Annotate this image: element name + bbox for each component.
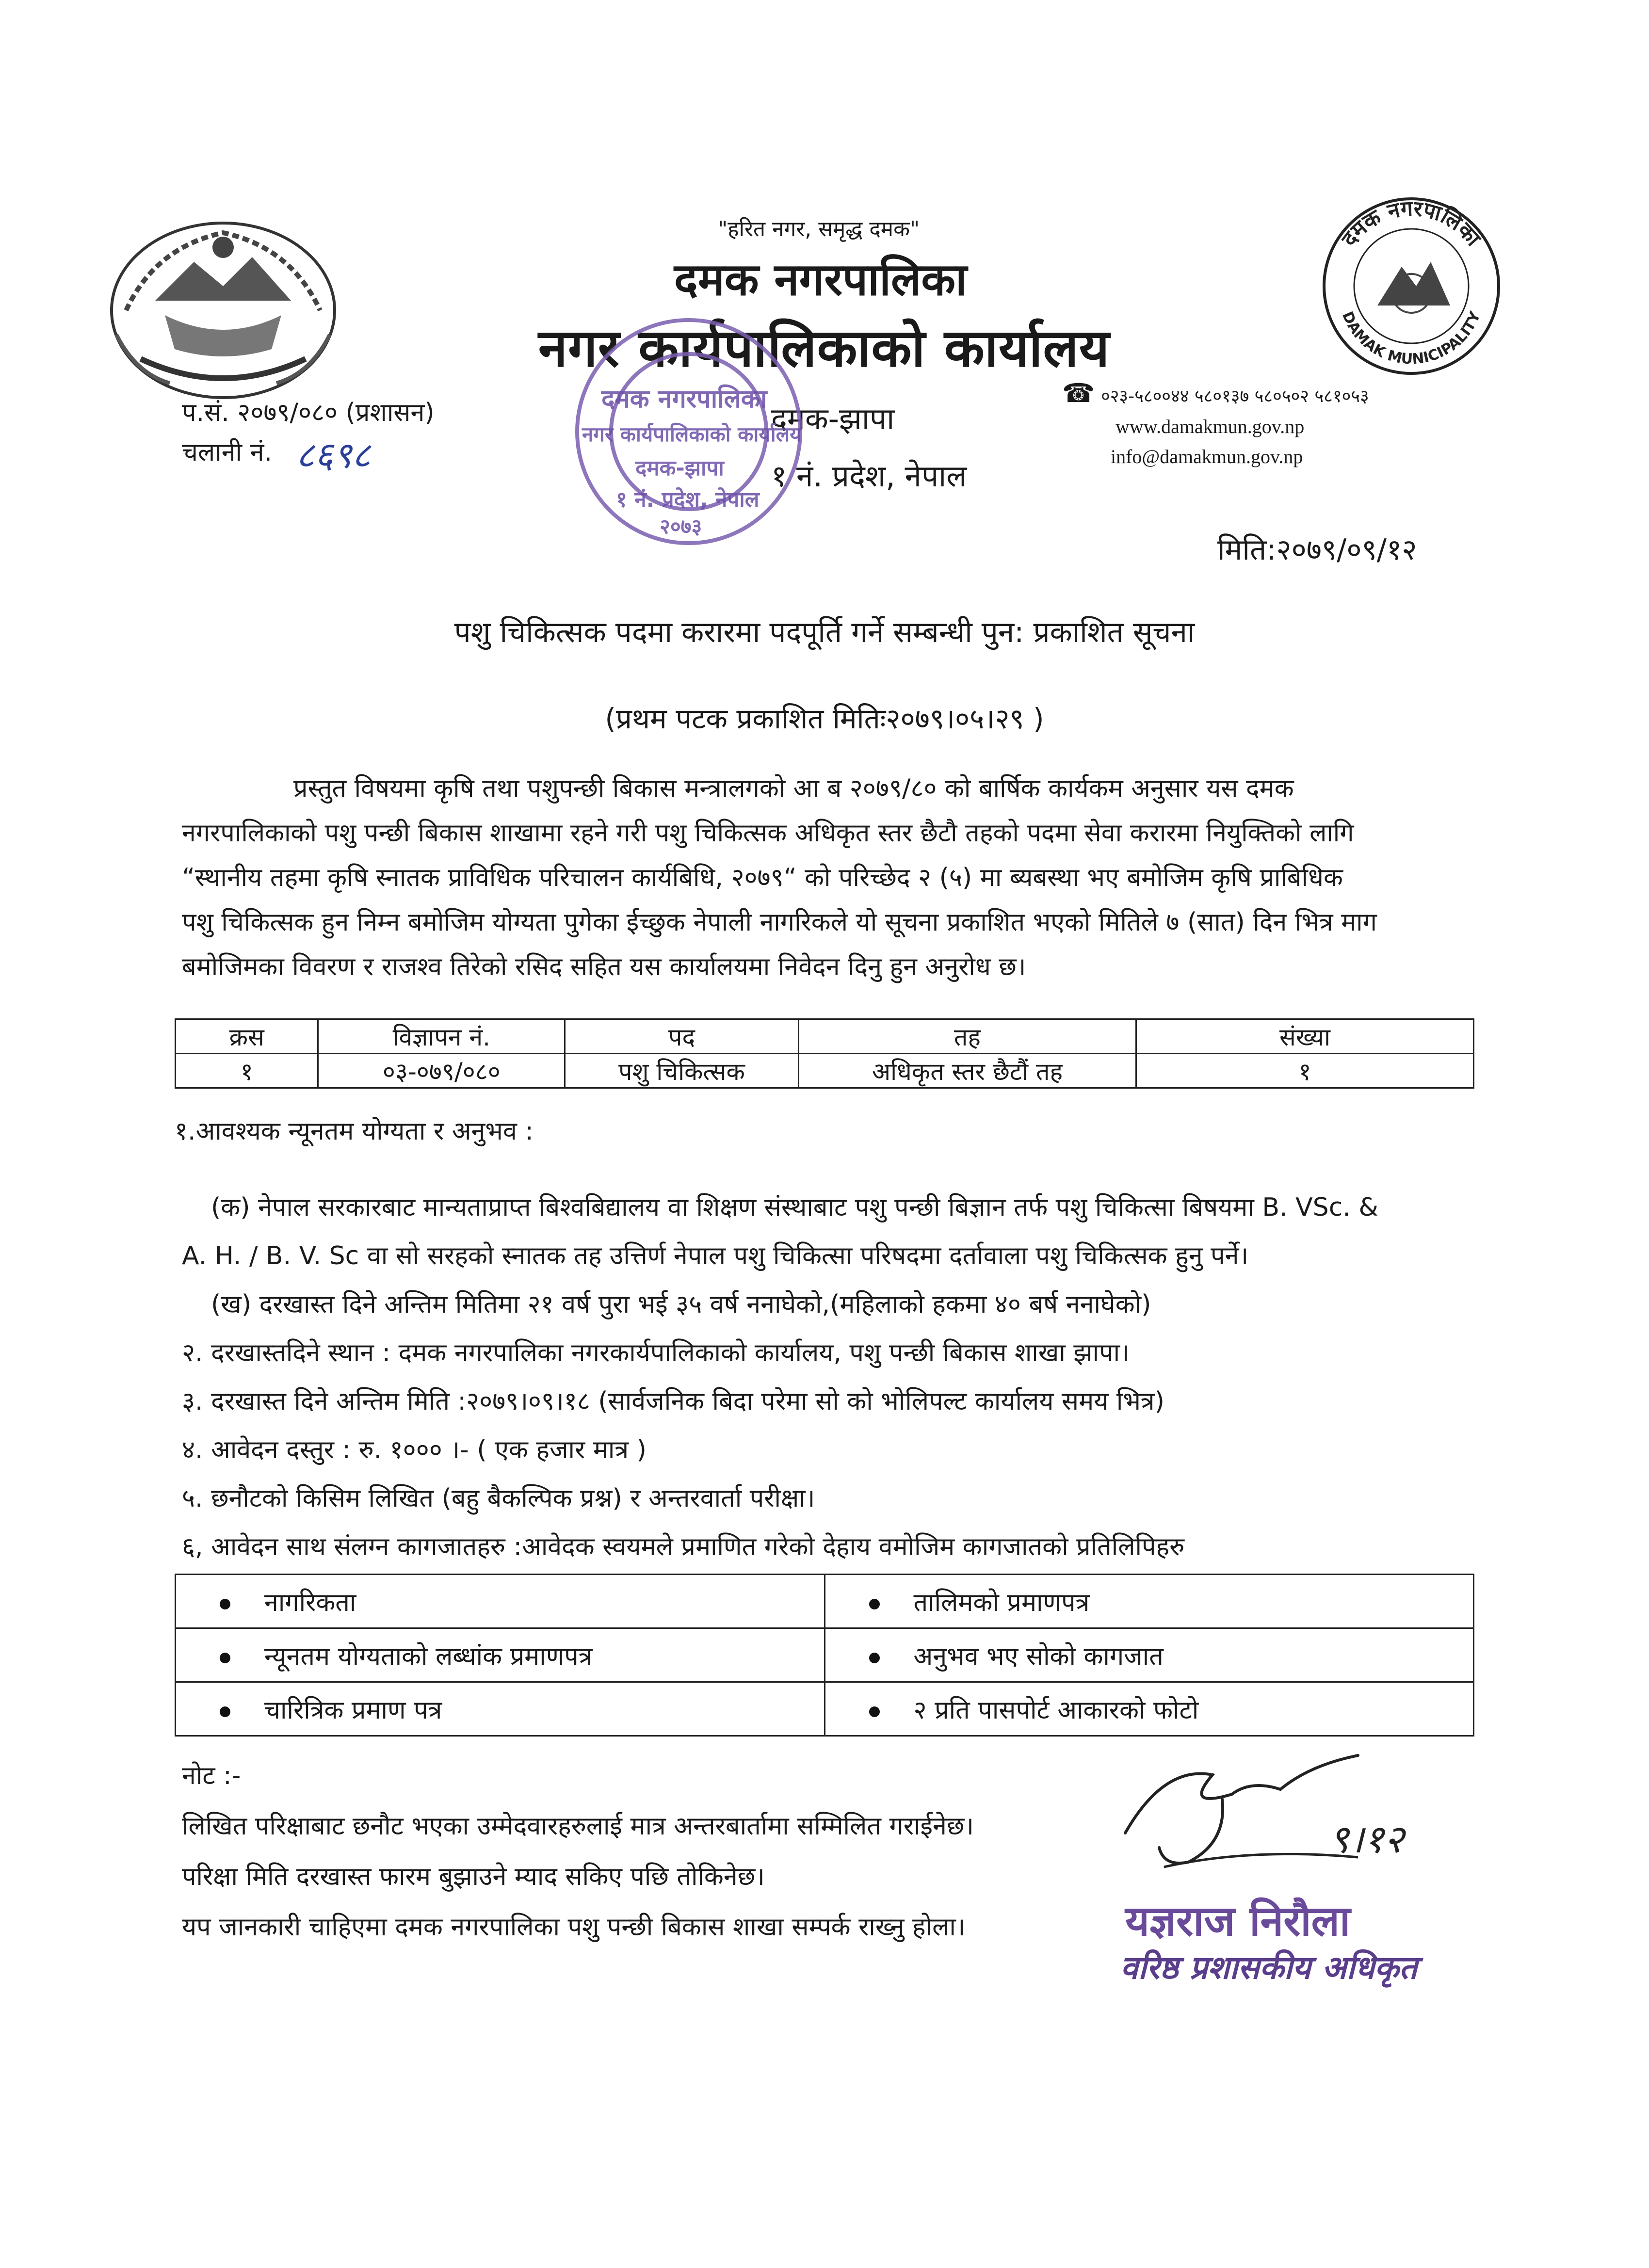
dispatch-label: चलानी नं. [182,438,272,467]
email: info@damakmun.gov.np [1111,446,1303,467]
body-line: नगरपालिकाको पशु पन्छी बिकास शाखामा रहने गरी पशु चिकित्सक अधिकृत स्तर छैटौ तहको पदमा सेवा करारमा नियुक्तिको लागि [182,819,1354,848]
document-item: नागरिकता [176,1575,825,1628]
seal-bottom-text: DAMAK MUNICIPALITY [1339,309,1484,368]
stamp-line-3: दमक-झापा [635,456,724,481]
requirement-item-6: ६, आवेदन साथ संलग्न कागजातहरु :आवेदक स्वयमले प्रमाणित गरेको देहाय वमोजिम कागजातको प्रतिलिपिहरु [182,1532,1185,1561]
post-table-header [176,1019,1474,1054]
requirement-item-5: ५. छनौटको किसिम लिखित (बहु बैकल्पिक प्रश्न) र अन्तरवार्ता परीक्षा। [182,1484,815,1513]
stamp-line-1: दमक नगरपालिका [601,385,767,414]
table-row [176,1628,1474,1682]
nepal-emblem [97,189,349,412]
bullet-icon [220,1706,230,1717]
body-line: प्रस्तुत विषयमा कृषि तथा पशुपन्छी बिकास मन्त्रालगको आ ब २०७९/८० को बार्षिक कार्यकम अनुसार यस दमक [293,774,1294,803]
requirement-item-4: ४. आवेदन दस्तुर : रु. १००० ।- ( एक हजार मात्र ) [182,1435,647,1464]
requirement-item-3: ३. दरखास्त दिने अन्तिम मिति :२०७९।०९।१८ (सार्वजनिक बिदा परेमा सो को भोलिपल्ट कार्यालय समय भित्र) [182,1387,1164,1416]
header-cell: क्रस [176,1019,318,1054]
requirements-heading: १.आवश्यक न्यूनतम योग्यता र अनुभव : [175,1117,534,1146]
municipality-name: दमक नगरपालिका [674,254,967,306]
dispatch-number: ८६९८ [296,434,371,476]
address-line-1: दमक-झापा [771,401,895,436]
body-line: “स्थानीय तहमा कृषि स्नातक प्राविधिक परिचालन कार्यबिधि, २०७९“ को परिच्छेद २ (५) मा ब्यबस्था भए बमोजिम कृषि प्राबिधिक [182,863,1343,892]
municipality-seal [1319,194,1504,378]
body-line: बमोजिमका विवरण र राजश्व तिरेको रसिद सहित यस कार्यालयमा निवेदन दिनु हुन अनुरोध छ। [182,952,1026,981]
table-row [176,1682,1474,1736]
address-line-2: १ नं. प्रदेश, नेपाल [771,458,967,494]
signer-designation: वरिष्ठ प्रशासकीय अधिकृत [1120,1949,1418,1986]
header-cell: तह [798,1019,1136,1054]
body-line: पशु चिकित्सक हुन निम्न बमोजिम योग्यता पुगेका ईच्छुक नेपाली नागरिकले यो सूचना प्रकाशित भएको मितिले ७ (सात) दिन भित्र माग [182,908,1377,937]
office-stamp [548,310,829,582]
notice-date: मिति:२०७९/०९/१२ [1217,533,1417,567]
requirement-ka-line-2: A. H. / B. V. Sc वा सो सरहको स्नातक तह उत्तिर्ण नेपाल पशु चिकित्सा परिषदमा दर्तावाला पशु चिकित्सक हुनु पर्ने। [182,1241,1249,1271]
first-published-date: (प्रथम पटक प्रकाशित मितिः२०७९।०५।२९ ) [605,702,1044,735]
stamp-line-2: नगर कार्यपालिकाको कार्यालय [582,422,802,446]
svg-text:दमक नगरपालिका [1337,196,1486,251]
table-cell: पशु चिकित्सक [565,1054,799,1088]
bullet-icon [869,1706,880,1717]
documents-table [175,1574,1474,1737]
phone-numbers: ०२३-५८००४४ ५८०१३७ ५८०५०२ ५८१०५३ [1100,386,1369,406]
signature-date: ९।१२ [1329,1817,1405,1862]
post-table [175,1018,1474,1089]
bullet-icon [869,1653,880,1663]
bullet-icon [220,1653,230,1663]
bullet-icon [220,1599,230,1609]
header-cell: संख्या [1136,1019,1473,1054]
notice-body [182,766,1467,989]
seal-top-text: दमक नगरपालिका [1337,196,1486,251]
table-row [176,1054,1474,1088]
document-item: तालिमको प्रमाणपत्र [824,1575,1474,1628]
note-line: परिक्षा मिति दरखास्त फारम बुझाउने म्याद सकिए पछि तोकिनेछ। [182,1862,765,1891]
bullet-icon [869,1599,880,1609]
office-name: नगर कार्यपालिकाको कार्यालय [538,318,1110,379]
signature [1106,1736,1474,1901]
slogan: "हरित नगर, समृद्ध दमक" [718,217,920,241]
website: www.damakmun.gov.np [1116,416,1305,437]
note-line: यप जानकारी चाहिएमा दमक नगरपालिका पशु पन्छी बिकास शाखा सम्पर्क राख्नु होला। [182,1913,966,1942]
requirement-kha: (ख) दरखास्त दिने अन्तिम मितिमा २१ वर्ष पुरा भई ३५ वर्ष ननाघेको,(महिलाको हकमा ४० बर्ष ननाघेको) [211,1290,1151,1319]
document-item: न्यूनतम योग्यताको लब्धांक प्रमाणपत्र [176,1628,825,1682]
document-item: अनुभव भए सोको कागजात [824,1628,1474,1682]
header-cell: विज्ञापन नं. [318,1019,565,1054]
note-block [182,1751,974,1952]
requirement-ka-line-1: (क) नेपाल सरकारबाट मान्यताप्राप्त बिश्वबिद्यालय वा शिक्षण संस्थाबाट पशु पन्छी बिज्ञान तर्फ पशु चिकित्सा बिषयमा B. VSc. & [211,1193,1378,1222]
requirement-item-2: २. दरखास्तदिने स्थान : दमक नगरपालिका नगरकार्यपालिकाको कार्यालय, पशु पन्छी बिकास शाखा झापा। [182,1338,1130,1367]
requirements-list [182,1183,1472,1571]
document-item: चारित्रिक प्रमाण पत्र [176,1682,825,1736]
contact-block [1062,378,1369,472]
table-cell: १ [1136,1054,1473,1088]
header-cell: पद [565,1019,799,1054]
table-row [176,1575,1474,1628]
stamp-line-4: १ नं. प्रदेश, नेपाल [616,487,760,512]
signer-name: यज्ञराज निरौला [1125,1897,1351,1946]
table-cell: १ [176,1054,318,1088]
phone-icon: ☎ [1062,378,1095,408]
document-item: २ प्रति पासपोर्ट आकारको फोटो [824,1682,1474,1736]
note-line: लिखित परिक्षाबाट छनौट भएका उम्मेदवारहरुलाई मात्र अन्तरबार्तामा सम्मिलित गराईनेछ। [182,1812,974,1841]
reference-number: प.सं. २०७९/०८० (प्रशासन) [182,398,435,427]
notice-subject: पशु चिकित्सक पदमा करारमा पदपूर्ति गर्ने सम्बन्धी पुन: प्रकाशित सूचना [454,615,1195,649]
stamp-line-5: २०७३ [660,515,702,538]
svg-text:DAMAK MUNICIPALITY [1339,308,1484,368]
table-cell: अधिकृत स्तर छैटौं तह [798,1054,1136,1088]
note-label: नोट :- [182,1761,241,1790]
table-cell: ०३-०७९/०८० [318,1054,565,1088]
